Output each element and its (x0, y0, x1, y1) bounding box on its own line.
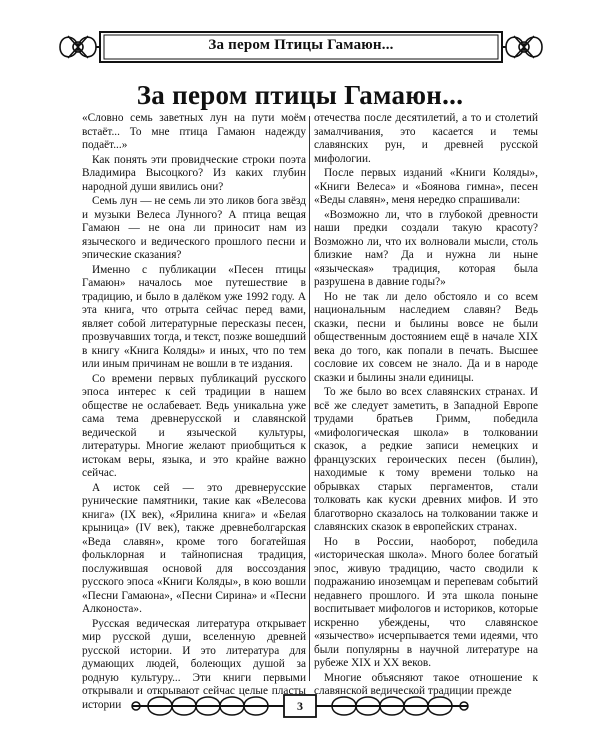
paragraph: «Словно семь заветных лун на пути моём встаёт... То мне птица Гамаюн надежду подаёт...» (82, 112, 306, 151)
paragraph: Но не так ли дело обстояло и со всем национальным наследием славян? Ведь сказки, песни и былины вовсе не были общественным достоянием ещё в начале XIX века до того, как попали в печать. Высшее сословие их совсем не знало. Да и в народе сказки и былины знали единицы. (314, 290, 538, 384)
paragraph: После первых изданий «Книги Коляды», «Книги Велеса» и «Боянова гимна», песен «Веды славян», меня нередко спрашивали: (314, 167, 538, 206)
paragraph: Как понять эти провидческие строки поэта Владимира Высоцкого? Из каких глубин народной души явились они? (82, 153, 306, 193)
column-divider (309, 116, 310, 681)
paragraph: Многие объясняют такое отношение к славянской ведической традиции прежде (314, 671, 538, 697)
paragraph: отечества после десятилетий, а то и столетий замалчивания, это касается и темы славянских рун, и древней русской мифологии. (314, 112, 538, 165)
left-column (82, 112, 306, 711)
paragraph: Русская ведическая литература открывает мир русской души, вселенную древней русской истории. И это литература для думающих людей, болеющих душой за родную культуру... Эти книги первыми открывали и открывают сейчас целые пласты истории (82, 617, 306, 711)
paragraph: Семь лун — не семь ли это ликов бога звёзд и музыки Велеса Лунного? А птица вещая Гамаюн — не она ли приносит нам из языческого и ведического прошлого песни и эпические сказания? (82, 195, 306, 261)
paragraph: А исток сей — это древнерусские рунические памятники, такие как «Велесова книга» (IX век), «Ярилина книга» и «Белая крыница» (IV век), также древнеболгарская «Веда славян», кроме того богатейшая фольклорная и тайнописная традиция, послужившая основой для воссоздания русского эпоса «Книги Коляды», в кою вошли «Песни Гамаюна», «Песни Сирина» и «Песни Алконоста». (82, 481, 306, 615)
running-header (56, 28, 546, 66)
paragraph: Но в России, наоборот, победила «историческая школа». Много более богатый эпос, живую традицию, часто сводили к подражанию иноземцам и перепевам событий недавнего прошлого. И эта школа поныне воспитывает мифологов и историков, которые искренно убеждены, что славянское «язычество» исчерпывается теми идеями, что были популярны в научной литературе на рубеже XIX и XX веков. (314, 535, 538, 669)
paragraph: Именно с публикации «Песен птицы Гамаюн» началось мое путешествие в традицию, и было в далёком уже 1992 году. А эта книга, что отрыта сейчас перед вами, являет собой литературные пересказы песен, прозвучавших тогда, и текст, позже вошедший в книгу «Книга Коляды» и иных, что по тем или иным причинам не вошли в те издания. (82, 263, 306, 370)
article-title: За пером птицы Гамаюн... (136, 80, 464, 110)
paragraph: То же было во всех славянских странах. И всё же следует заметить, в Западной Европе трудами братьев Гримм, победила «мифологическая школа» в толковании сказок, а редкие записи немецких и французских героических песен (былин), находимые к тому времени только на обрывках старых пергаментов, стали толковать как куски древних мифов. И это благотворно сказалось на толковании также и славянских сказок в европейских странах. (314, 386, 538, 533)
page-number: 3 (288, 698, 312, 714)
paragraph: «Возможно ли, что в глубокой древности наши предки создали такую красоту? Возможно ли, что их волновали мысли, столь близкие нам? Да и нужна ли ныне «языческая» традиция, которая была разрушена в давние годы?» (314, 208, 538, 288)
right-column (314, 112, 538, 697)
running-title: За пером Птицы Гамаюн... (208, 37, 394, 53)
footer-ornament (128, 690, 472, 722)
paragraph: Со времени первых публикаций русского эпоса интерес к сей традиции в нашем обществе не ослабевает. Ведь уникальна уже сама тема древнерусской и славянской ведической и языческой культуры, литературы. Многие желают приобщиться к истокам веры, языка, и это крайне важно сейчас. (82, 372, 306, 479)
